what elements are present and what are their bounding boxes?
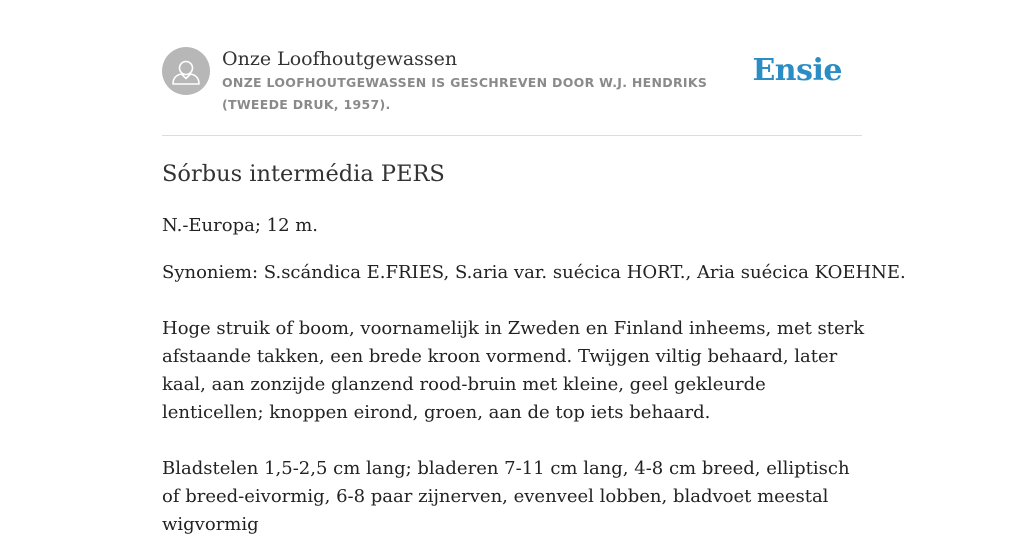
source-title[interactable]: Onze Loofhoutgewassen — [222, 48, 458, 70]
entry-description-paragraph: Bladstelen 1,5-2,5 cm lang; bladeren 7-11 cm lang, 4-8 cm breed, elliptisch of breed-eivormig, 6-8 paar zijnerven, evenveel lobben, bladvoet meestal wigvormig — [162, 458, 850, 535]
ensie-logo[interactable]: Ensie — [752, 53, 842, 88]
entry-origin: N.-Europa; 12 m. — [162, 215, 319, 236]
source-description: ONZE LOOFHOUTGEWASSEN IS GESCHREVEN DOOR W.J. HENDRIKS (TWEEDE DRUK, 1957). — [222, 75, 708, 112]
entry-description-paragraph: Hoge struik of boom, voornamelijk in Zweden en Finland inheems, met sterk afstaande takken, een brede kroon vormend. Twijgen viltig behaard, later kaal, aan zonzijde glanzend rood-bruin met kleine, geel gekleurde lenticellen; knoppen eirond, groen, aan de top iets behaard. — [162, 318, 865, 423]
user-icon — [162, 47, 210, 95]
source-header — [162, 47, 862, 136]
entry-synonyms: Synoniem: S.scándica E.FRIES, S.aria var. suécica HORT., Aria suécica KOEHNE. — [162, 262, 906, 283]
entry-content — [162, 158, 906, 539]
source-avatar[interactable] — [162, 47, 210, 95]
entry-title: Sórbus intermédia PERS — [162, 161, 445, 187]
